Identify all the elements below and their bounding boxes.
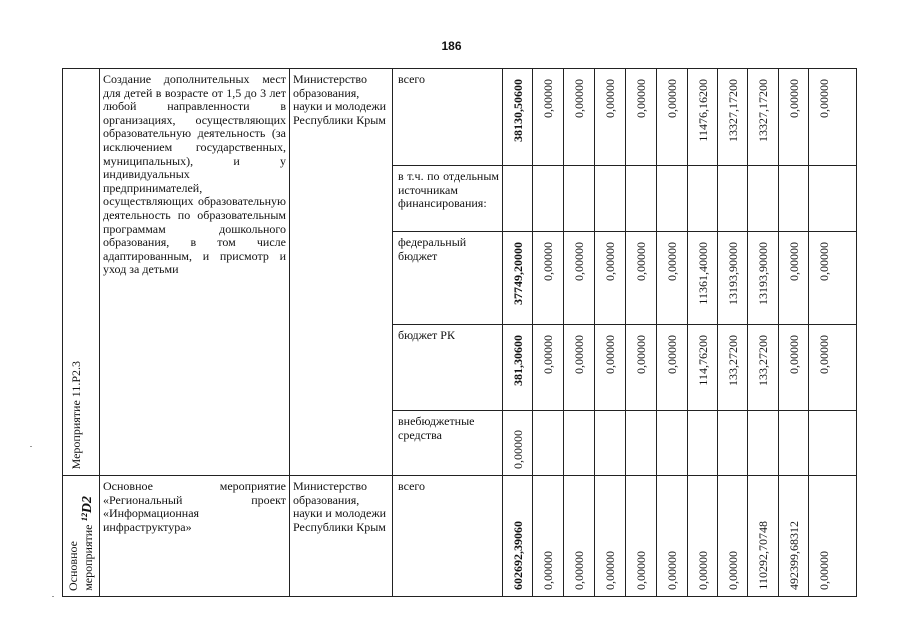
year-value: 133,27200 (756, 335, 770, 386)
value-cell (688, 325, 718, 411)
value-cell (688, 232, 718, 325)
empty-cell (688, 411, 718, 476)
value-cell (564, 476, 595, 597)
scan-speck (52, 596, 54, 597)
empty-cell (718, 166, 748, 232)
year-value: 114,76200 (696, 335, 710, 386)
value-cell (533, 69, 564, 166)
year-value: 0,00000 (634, 551, 648, 590)
event-code-line1: Основное (66, 541, 80, 591)
page-number: 186 (441, 39, 462, 53)
year-value: 0,00000 (541, 335, 555, 374)
value-cell (718, 69, 748, 166)
year-value: 0,00000 (634, 79, 648, 118)
year-value: 0,00000 (817, 335, 831, 374)
year-value: 0,00000 (541, 551, 555, 590)
value-cell (748, 476, 779, 597)
value-cell (809, 476, 857, 597)
year-value: 0,00000 (634, 335, 648, 374)
value-cell (809, 69, 857, 166)
total-value: 602692,39060 (511, 521, 525, 590)
value-cell (657, 69, 688, 166)
event-code (81, 496, 95, 591)
year-value: 0,00000 (787, 242, 801, 281)
total-cell (503, 411, 533, 476)
year-value: 13193,90000 (756, 242, 770, 305)
year-value: 133,27200 (726, 335, 740, 386)
scan-speck (30, 446, 32, 447)
responsible-organization: Министерство образования, науки и молодежи Республики Крым (290, 476, 393, 597)
value-cell (626, 69, 657, 166)
value-cell (564, 232, 595, 325)
year-value: 0,00000 (634, 242, 648, 281)
table-row (63, 69, 857, 166)
value-cell (626, 476, 657, 597)
value-cell (533, 232, 564, 325)
empty-cell (595, 166, 626, 232)
value-cell (533, 325, 564, 411)
value-cell (809, 325, 857, 411)
total-value: 381,30600 (511, 335, 525, 386)
year-value: 0,00000 (541, 79, 555, 118)
total-cell (503, 325, 533, 411)
value-cell (718, 325, 748, 411)
empty-cell (564, 166, 595, 232)
value-cell (748, 232, 779, 325)
value-cell (748, 325, 779, 411)
funding-source: всего (393, 69, 503, 166)
year-value: 0,00000 (572, 551, 586, 590)
year-value: 0,00000 (572, 335, 586, 374)
value-cell (595, 69, 626, 166)
funding-source: внебюджетные средства (393, 411, 503, 476)
event-code: Мероприятие 11.Р2.3 (69, 360, 83, 469)
year-value: 11361,40000 (696, 242, 710, 305)
financing-table (62, 68, 857, 597)
value-cell (564, 325, 595, 411)
value-cell (533, 476, 564, 597)
year-value: 0,00000 (726, 551, 740, 590)
empty-cell (626, 411, 657, 476)
year-value: 0,00000 (665, 242, 679, 281)
empty-cell (748, 411, 779, 476)
empty-cell (809, 166, 857, 232)
empty-cell (779, 411, 809, 476)
event-code-line2: мероприятие (81, 524, 95, 591)
event-description: Основное мероприятие «Региональный проект «Информационная инфраструктура» (100, 476, 290, 597)
year-value: 0,00000 (603, 551, 617, 590)
value-cell (718, 476, 748, 597)
empty-cell (718, 411, 748, 476)
total-value: 37749,20000 (511, 242, 525, 305)
total-value: 0,00000 (511, 430, 525, 469)
funding-source: всего (393, 476, 503, 597)
year-value: 0,00000 (572, 242, 586, 281)
empty-cell (748, 166, 779, 232)
year-value: 13193,90000 (726, 242, 740, 305)
year-value: 0,00000 (603, 335, 617, 374)
event-code (67, 541, 80, 591)
value-cell (657, 232, 688, 325)
event-code-cell (63, 69, 100, 476)
year-value: 13327,17200 (756, 79, 770, 142)
value-cell (595, 476, 626, 597)
value-cell (779, 69, 809, 166)
table-row (63, 476, 857, 597)
year-value: 0,00000 (665, 335, 679, 374)
year-value: 0,00000 (787, 79, 801, 118)
total-cell (503, 232, 533, 325)
empty-cell (626, 166, 657, 232)
year-value: 0,00000 (817, 79, 831, 118)
funding-source: в т.ч. по отдельным источникам финансирования: (393, 166, 503, 232)
empty-cell (657, 166, 688, 232)
event-code-cell (63, 476, 100, 597)
value-cell (748, 69, 779, 166)
value-cell (688, 69, 718, 166)
value-cell (779, 325, 809, 411)
year-value: 0,00000 (696, 551, 710, 590)
year-value: 492399,68312 (787, 521, 801, 590)
total-cell (503, 476, 533, 597)
year-value: 110292,70748 (756, 521, 770, 590)
empty-cell (595, 411, 626, 476)
empty-cell (533, 166, 564, 232)
year-value: 0,00000 (817, 551, 831, 590)
responsible-organization: Министерство образования, науки и молодежи Республики Крым (290, 69, 393, 476)
value-cell (718, 232, 748, 325)
empty-cell (533, 411, 564, 476)
year-value: 0,00000 (787, 335, 801, 374)
event-code-suffix: ¹²D2 (80, 496, 95, 522)
year-value: 0,00000 (665, 79, 679, 118)
year-value: 13327,17200 (726, 79, 740, 142)
value-cell (779, 232, 809, 325)
year-value: 0,00000 (665, 551, 679, 590)
value-cell (779, 476, 809, 597)
year-value: 11476,16200 (696, 79, 710, 142)
value-cell (657, 325, 688, 411)
year-value: 0,00000 (603, 79, 617, 118)
year-value: 0,00000 (603, 242, 617, 281)
empty-cell (564, 411, 595, 476)
empty-cell (688, 166, 718, 232)
empty-cell (809, 411, 857, 476)
funding-source: федеральный бюджет (393, 232, 503, 325)
value-cell (688, 476, 718, 597)
total-value: 38130,50600 (511, 79, 525, 142)
empty-cell (657, 411, 688, 476)
event-description: Создание дополнительных мест для детей в возрасте от 1,5 до 3 лет любой направленности в организациях, осуществляющих образовательную деятельность (за исключением государственных, муниципальных), и у индивидуальных предпринимателей, осуществляющих образовательную деятельность по образовательным программам дошкольного образования, в том числе адаптированным, и присмотр и уход за детьми (100, 69, 290, 476)
total-cell (503, 69, 533, 166)
value-cell (626, 232, 657, 325)
empty-cell (779, 166, 809, 232)
value-cell (626, 325, 657, 411)
value-cell (595, 232, 626, 325)
year-value: 0,00000 (541, 242, 555, 281)
empty-cell (503, 166, 533, 232)
value-cell (657, 476, 688, 597)
year-value: 0,00000 (817, 242, 831, 281)
value-cell (809, 232, 857, 325)
value-cell (595, 325, 626, 411)
year-value: 0,00000 (572, 79, 586, 118)
value-cell (564, 69, 595, 166)
funding-source: бюджет РК (393, 325, 503, 411)
